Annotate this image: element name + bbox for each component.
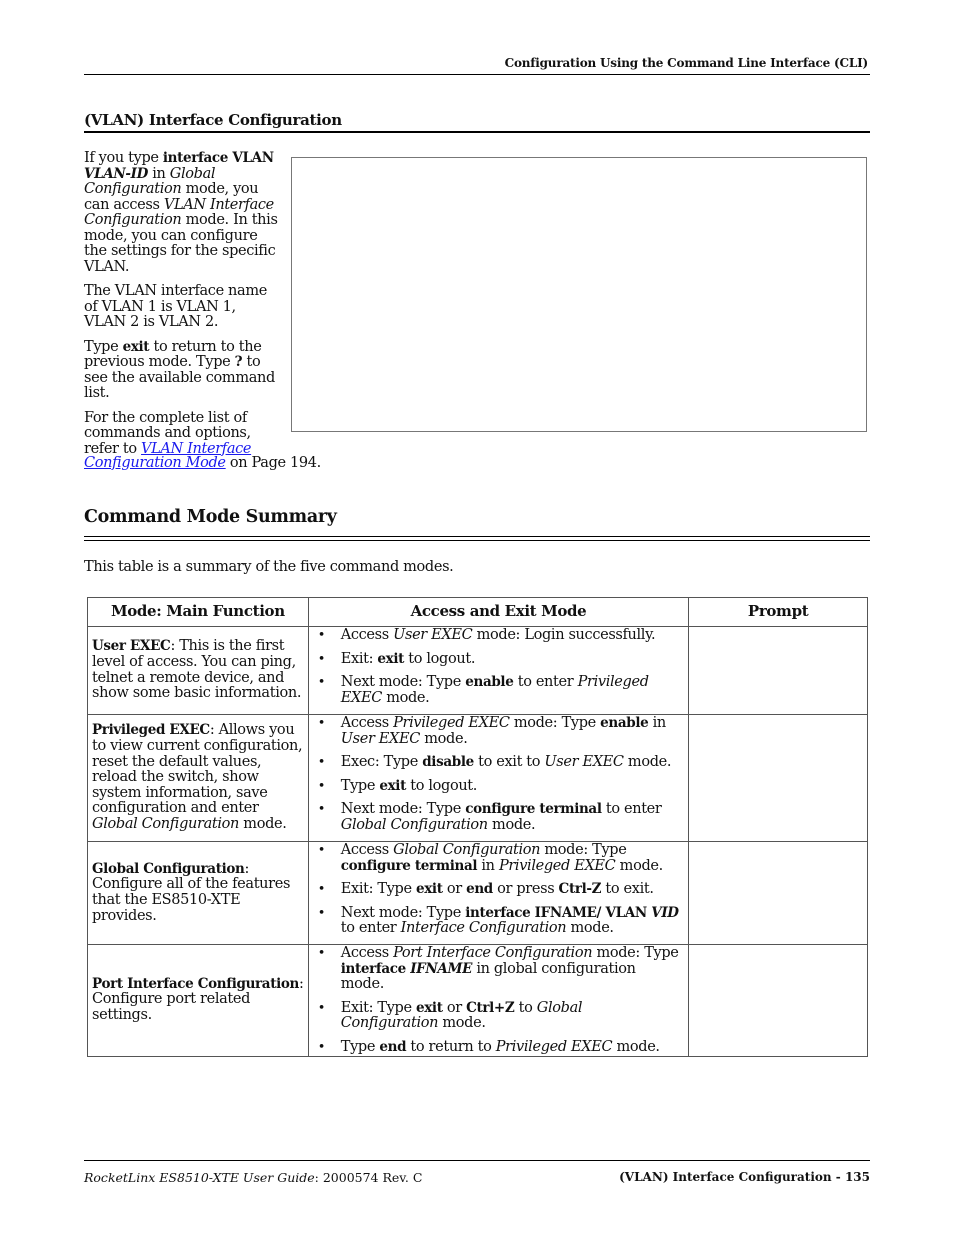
vlan-para-3: Type exit to return to the previous mode. Type ? to see the available command list. xyxy=(84,338,275,401)
col-header-prompt: Prompt xyxy=(689,598,868,627)
prompt-cell-privileged-exec xyxy=(689,715,868,842)
mode-cell-global-config: Global Configuration: Configure all of the features that the ES8510-XTE provides. xyxy=(88,842,309,945)
list-item: • Access User EXEC mode: Login successfully. xyxy=(315,628,682,644)
cli-example-box xyxy=(291,157,867,432)
double-rule-divider xyxy=(84,536,870,541)
prompt-cell-user-exec xyxy=(689,627,868,715)
mode-cell-privileged-exec: Privileged EXEC: Allows you to view current configuration, reset the default values, reload the switch, show system information, save configuration and enter Global Configuration mode. xyxy=(88,715,309,842)
access-cell-global-config xyxy=(308,842,688,945)
table-row xyxy=(88,945,868,1057)
list-item: • Next mode: Type enable to enter Privileged EXEC mode. xyxy=(315,675,682,706)
vlan-para-1: If you type interface VLAN VLAN-ID in Global Configuration mode, you can access VLAN Interface Configuration mode. In this mode, you can configure the settings for the specific VLAN. xyxy=(84,150,278,275)
list-item: • Exit: exit to logout. xyxy=(315,652,682,668)
table-header-row xyxy=(88,598,868,627)
vlan-interface-config-link[interactable]: VLAN Interface xyxy=(141,440,252,457)
list-item: • Next mode: Type configure terminal to enter Global Configuration mode. xyxy=(315,802,682,833)
vlan-reference-line: Configuration Mode on Page 194. xyxy=(84,455,321,471)
prompt-cell-global-config xyxy=(689,842,868,945)
col-header-mode: Mode: Main Function xyxy=(88,598,309,627)
page-footer xyxy=(84,1160,870,1185)
vlan-para-2: The VLAN interface name of VLAN 1 is VLAN 1, VLAN 2 is VLAN 2. xyxy=(84,283,267,330)
prompt-cell-port-interface-config xyxy=(689,945,868,1057)
running-header-title: Configuration Using the Command Line Interface (CLI) xyxy=(504,56,868,70)
table-row xyxy=(88,842,868,945)
access-cell-privileged-exec xyxy=(308,715,688,842)
mode-cell-port-interface-config: Port Interface Configuration: Configure port related settings. xyxy=(88,945,309,1057)
table-row xyxy=(88,627,868,715)
command-mode-table xyxy=(87,597,868,1057)
col-header-access: Access and Exit Mode xyxy=(308,598,688,627)
footer-guide-title: RocketLinx ES8510-XTE User Guide: 2000574 Rev. C xyxy=(84,1170,423,1185)
command-mode-summary-title: Command Mode Summary xyxy=(84,507,337,527)
table-row xyxy=(88,715,868,842)
list-item: • Exit: Type exit or Ctrl+Z to Global Configuration mode. xyxy=(315,1001,682,1032)
list-item: • Access Privileged EXEC mode: Type enable in User EXEC mode. xyxy=(315,716,682,747)
mode-cell-user-exec: User EXEC: This is the first level of access. You can ping, telnet a remote device, and show some basic information. xyxy=(88,627,309,715)
access-cell-port-interface-config xyxy=(308,945,688,1057)
access-cell-user-exec xyxy=(308,627,688,715)
section-title: (VLAN) Interface Configuration xyxy=(84,111,870,133)
vlan-description xyxy=(84,151,280,466)
list-item: • Type end to return to Privileged EXEC mode. xyxy=(315,1040,682,1056)
list-item: • Exit: Type exit or end or press Ctrl-Z to exit. xyxy=(315,882,682,898)
list-item: • Next mode: Type interface IFNAME/ VLAN VID to enter Interface Configuration mode. xyxy=(315,906,682,937)
list-item: • Access Global Configuration mode: Type configure terminal in Privileged EXEC mode. xyxy=(315,843,682,874)
page-header xyxy=(84,54,870,75)
summary-intro: This table is a summary of the five command modes. xyxy=(84,559,454,575)
list-item: • Exec: Type disable to exit to User EXEC mode. xyxy=(315,755,682,771)
vlan-para-4: For the complete list of commands and options, refer to VLAN Interface xyxy=(84,409,252,457)
list-item: • Type exit to logout. xyxy=(315,779,682,795)
list-item: • Access Port Interface Configuration mode: Type interface IFNAME in global configuration mode. xyxy=(315,946,682,993)
vlan-interface-config-link-cont[interactable]: Configuration Mode xyxy=(84,455,226,471)
footer-page-number: (VLAN) Interface Configuration - 135 xyxy=(619,1170,870,1184)
